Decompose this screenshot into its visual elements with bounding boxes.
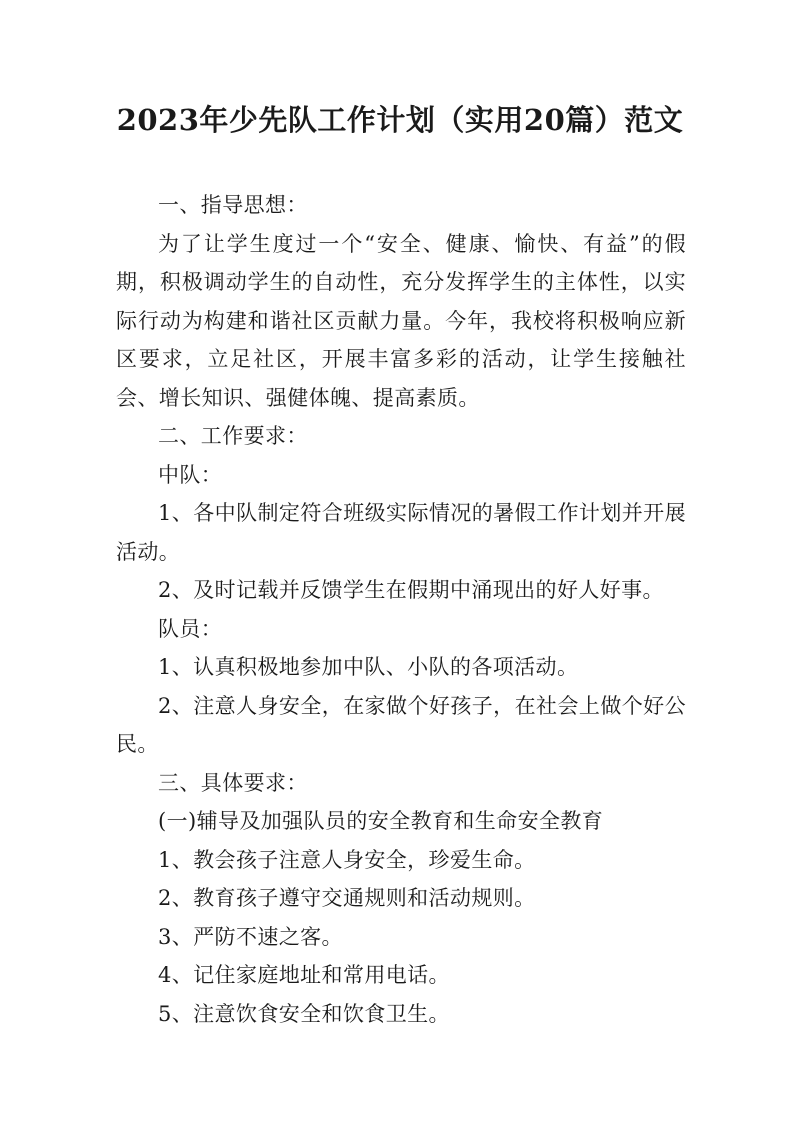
subheading-safety-education: (一)辅导及加强队员的安全教育和生命安全教育 (158, 809, 604, 833)
list-item-safety-5: 5、注意饮食安全和饮食卫生。 (158, 1001, 450, 1026)
document-body (116, 186, 686, 1033)
list-item-members-1: 1、认真积极地参加中队、小队的各项活动。 (158, 655, 579, 679)
list-item-safety-1: 1、教会孩子注意人身安全，珍爱生命。 (158, 847, 536, 872)
list-item-members-2: 2、注意人身安全，在家做个好孩子，在社会上做个好公民。 (116, 693, 686, 756)
subheading-squadron: 中队： (158, 462, 223, 487)
subheading-members: 队员： (158, 616, 223, 641)
document-title: 2023年少先队工作计划（实用20篇）范文 (116, 103, 684, 137)
section-heading-work-requirements: 二、工作要求： (158, 424, 308, 448)
list-item-squadron-1: 1、各中队制定符合班级实际情况的暑假工作计划并开展活动。 (116, 501, 686, 564)
section-heading-specific-requirements: 三、具体要求： (158, 770, 308, 795)
list-item-safety-2: 2、教育孩子遵守交通规则和活动规则。 (158, 886, 536, 910)
list-item-squadron-2: 2、及时记载并反馈学生在假期中涌现出的好人好事。 (158, 578, 664, 602)
list-item-safety-4: 4、记住家庭地址和常用电话。 (158, 963, 450, 987)
section-heading-guiding-ideology: 一、指导思想： (158, 193, 308, 217)
list-item-safety-3: 3、严防不速之客。 (158, 924, 343, 949)
paragraph-guiding-ideology: 为了让学生度过一个“安全、健康、愉快、有益”的假期，积极调动学生的自动性，充分发挥学生的主体性，以实际行动为构建和谐社区贡献力量。今年，我校将积极响应新区要求，立足社区，开展丰富多彩的活动，让学生接触社会、增长知识、强健体魄、提高素质。 (116, 231, 686, 410)
